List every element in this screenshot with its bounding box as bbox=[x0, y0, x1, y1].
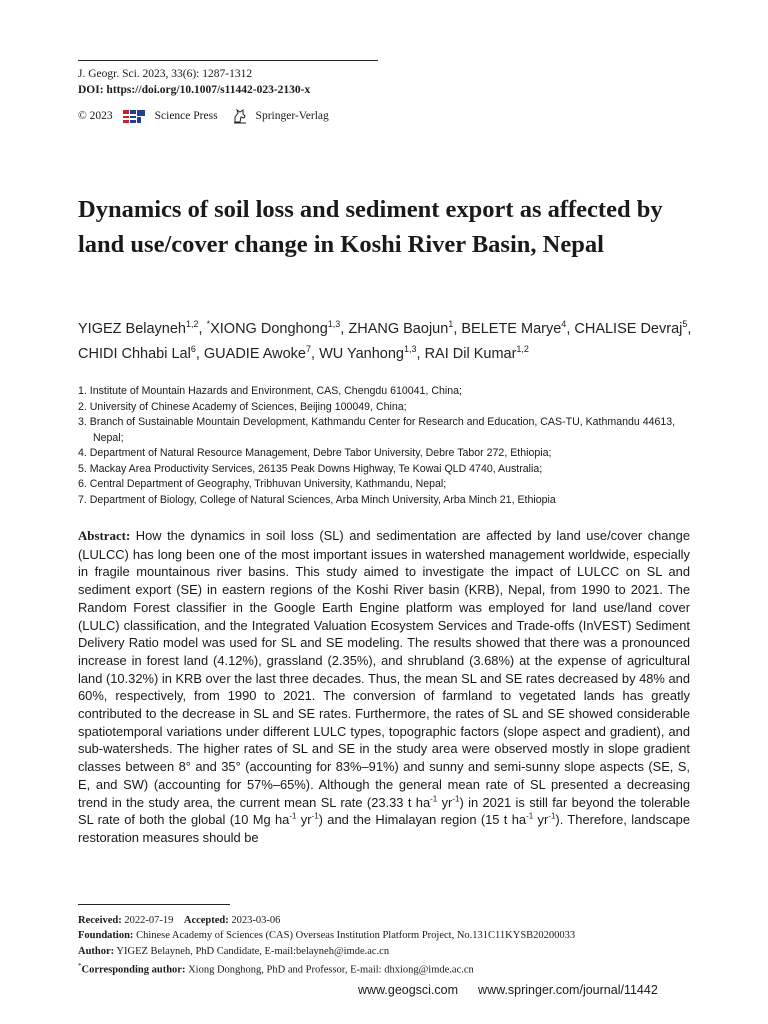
affiliation-number: 1,3 bbox=[327, 319, 341, 329]
affiliation-number: 6 bbox=[190, 343, 196, 354]
abstract-text: How the dynamics in soil loss (SL) and sedimentation are affected by land use/cover change (LULCC) has long been one of the most important issues in watershed management worldwide, especially in fragile mountainous river basins. This study aimed to investigate the impact of LULCC on SL and sediment export (SE) in eastern regions of the Koshi River basin (KRB), Nepal, from 1990 to 2021. The Random Forest classifier in the Google Earth Engine platform was employed for land use/land cover (LULC) classification, and the Integrated Valuation Ecosystem Services and Trade-offs (InVEST) Sediment Delivery Ratio model was used for SL and SE modeling. The results showed that there was a pronounced increase in forest land (4.12%), grassland (2.35%), and shrubland (3.68%) at the expense of agricultural land (10.32%) in KRB over the last three decades. Thus, the mean SL and SE rates decreased by 48% and 60%, respectively, from 1990 to 2021. The conversion of farmland to vegetated lands has greatly contributed to the decrease in SL and SE rates. Furthermore, the rates of SL and SE showed considerable spatiotemporal variations under different LULC types, topographic factors (slope aspect and gradient), and sub-watersheds. The higher rates of SL and SE in the study area were observed mostly in slope gradient classes between 8° and 35° (accounting for 83%–91%) and sunny and semi-sunny slope aspects (SE, S, E, and SW) (accounting for 57%–65%). Although the general mean rate of SL presented a decreasing trend in the study area, the current mean SL rate (23.33 t ha bbox=[78, 528, 690, 810]
springer-horse-logo bbox=[232, 108, 248, 124]
affiliation-item: 6. Central Department of Geography, Tribhuvan University, Kathmandu, Nepal; bbox=[78, 478, 447, 490]
received-date: 2022-07-19 bbox=[124, 915, 174, 926]
author-line bbox=[78, 944, 698, 959]
accepted-date: 2023-03-06 bbox=[231, 915, 281, 926]
corresponding-star: * bbox=[206, 319, 211, 329]
dates-line bbox=[78, 913, 698, 928]
unit-exponent: -1 bbox=[289, 811, 297, 821]
affiliation-number: 4 bbox=[561, 319, 567, 329]
author-label: Author: bbox=[78, 945, 115, 957]
science-press-logo bbox=[123, 109, 145, 124]
author-name: GUADIE Awoke$^7$ bbox=[203, 343, 312, 362]
affiliation-item: 3. Branch of Sustainable Mountain Development, Kathmandu Center for Research and Education, CAS-TU, Kathmandu 44613, Nepal; bbox=[78, 416, 676, 444]
affiliation-number: 7 bbox=[306, 343, 312, 354]
affiliation-item: 5. Mackay Area Productivity Services, 26135 Peak Downs Highway, Te Kowai QLD 4740, Australia; bbox=[78, 462, 543, 475]
url-springer[interactable]: www.springer.com/journal/11442 bbox=[478, 983, 658, 997]
abstract-text: yr bbox=[533, 812, 549, 828]
unit-exponent: -1 bbox=[430, 794, 438, 804]
unit-exponent: -1 bbox=[548, 811, 556, 821]
publisher-springer: Springer-Verlag bbox=[255, 110, 329, 122]
affiliation-number: 1,2 bbox=[516, 343, 529, 354]
abstract-text: ) and the Himalayan region (15 t ha bbox=[318, 812, 527, 828]
affiliation-item: 2. University of Chinese Academy of Sciences, Beijing 100049, China; bbox=[78, 400, 407, 413]
affiliation-number: 1 bbox=[448, 319, 454, 329]
copyright-text: © 2023 bbox=[78, 110, 113, 122]
abstract-label: Abstract: bbox=[78, 529, 131, 543]
abstract bbox=[78, 527, 690, 847]
publisher-science-press: Science Press bbox=[154, 110, 218, 122]
unit-exponent: -1 bbox=[526, 811, 534, 821]
publisher-row bbox=[78, 108, 329, 124]
author-name: BELETE Marye$^4$ bbox=[461, 319, 567, 337]
author-name: YIGEZ Belayneh$^{1,2}$ bbox=[78, 319, 199, 337]
abstract-text: yr bbox=[437, 794, 453, 810]
header-rule bbox=[78, 60, 378, 61]
footnotes bbox=[78, 913, 698, 978]
footer-urls bbox=[358, 982, 658, 998]
affiliation-item: 4. Department of Natural Resource Management, Debre Tabor University, Debre Tabor 272, Ethiopia; bbox=[78, 447, 552, 459]
author-name: WU Yanhong$^{1,3}$ bbox=[319, 343, 417, 362]
author-name: *XIONG Donghong$^{1,3}$ bbox=[206, 319, 341, 337]
doi-link[interactable]: DOI: https://doi.org/10.1007/s11442-023-2130-x bbox=[78, 84, 311, 96]
foundation-text: Chinese Academy of Sciences (CAS) Overseas Institution Platform Project, No.131C11KYSB20200033 bbox=[136, 930, 576, 942]
foundation-line bbox=[78, 928, 698, 943]
affiliation-item: 1. Institute of Mountain Hazards and Environment, CAS, Chengdu 610041, China; bbox=[78, 385, 462, 397]
url-geogsci[interactable]: www.geogsci.com bbox=[358, 983, 459, 997]
paper-title: Dynamics of soil loss and sediment export as affected by land use/cover change in Koshi River Basin, Nepal bbox=[78, 196, 663, 258]
unit-exponent: -1 bbox=[452, 794, 460, 804]
affiliation-list bbox=[78, 384, 698, 508]
footnote-rule bbox=[78, 904, 230, 905]
corresponding-text: Xiong Donghong, PhD and Professor, E-mail: dhxiong@imde.ac.cn bbox=[188, 964, 474, 976]
author-text: YIGEZ Belayneh, PhD Candidate, E-mail:belayneh@imde.ac.cn bbox=[116, 945, 390, 957]
affiliation-number: 1,2 bbox=[186, 319, 199, 329]
corresponding-label: Corresponding author: bbox=[81, 964, 186, 976]
unit-exponent: -1 bbox=[311, 811, 319, 821]
affiliation-item: 7. Department of Biology, College of Natural Sciences, Arba Minch University, Arba Minch 21, Ethiopia bbox=[78, 493, 556, 506]
author-name: ZHANG Baojun$^1$ bbox=[348, 319, 454, 337]
abstract-text: yr bbox=[296, 812, 312, 828]
foundation-label: Foundation: bbox=[78, 930, 134, 942]
author-name: CHALISE Devraj$^5$ bbox=[574, 319, 688, 337]
received-label: Received: bbox=[78, 915, 122, 926]
corresponding-star: * bbox=[78, 961, 82, 970]
affiliation-number: 5 bbox=[682, 319, 688, 329]
abstract-text: ) in 2021 is still far beyond the tolerable SL rate of both the global (10 Mg ha bbox=[78, 794, 690, 828]
accepted-label: Accepted: bbox=[183, 915, 229, 926]
abstract-text: ). Therefore, landscape restoration measures should be bbox=[78, 812, 690, 845]
author-name: RAI Dil Kumar$^{1,2}$ bbox=[424, 343, 529, 362]
journal-reference: J. Geogr. Sci. 2023, 33(6): 1287-1312 bbox=[78, 68, 253, 80]
corresponding-line bbox=[78, 959, 698, 978]
author-list: YIGEZ Belayneh$^{1,2}$, *XIONG Donghong$^{1,3}$, ZHANG Baojun$^1$, BELETE Marye$^4$, CHALISE Devraj$^5$, CHIDI Chhabi Lal$^6$, GUADIE Awoke$^7$, WU Yanhong$^{1,3}$, RAI Dil Kumar$^{1,2}$ bbox=[78, 319, 692, 362]
author-name: CHIDI Chhabi Lal$^6$ bbox=[78, 343, 196, 362]
affiliation-number: 1,3 bbox=[403, 343, 417, 354]
